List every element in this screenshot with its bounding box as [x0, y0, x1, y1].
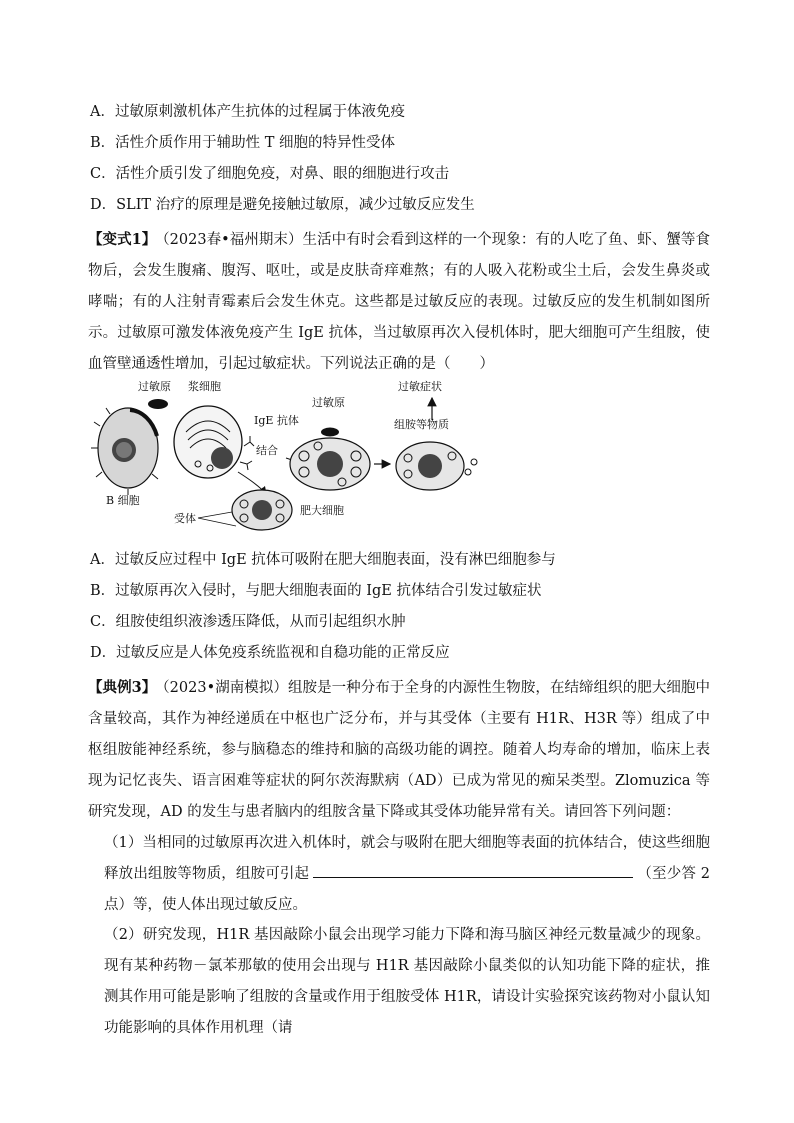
mast-cell-sensitized — [290, 438, 370, 490]
label-plasma-cell: 浆细胞 — [188, 380, 221, 393]
example3-stem — [88, 672, 710, 828]
example3-q2: （2）研究发现，H1R 基因敲除小鼠会出现学习能力下降和海马脑区神经元数量减少的现象。现有某种药物－氯苯那敏的使用会出现与 H1R 基因敲除小鼠类似的认知功能下降的症状，推测其作用可能是影响了组胺的含量或作用于组胺受体 H1R，请设计实验探究该药物对小鼠认知功能影响的具体作用机理（请 — [104, 927, 710, 1036]
example3-source: （2023•湖南模拟） — [162, 680, 288, 696]
label-receptor: 受体 — [174, 512, 196, 525]
example3-q1 — [104, 828, 710, 921]
prev-option-d: D．SLIT 治疗的原理是避免接触过敏原，减少过敏反应发生 — [90, 197, 475, 213]
answer-blank[interactable] — [313, 861, 633, 878]
example3-q1-after: （至少答 2 点）等，使人体出现过敏反应。 — [104, 866, 710, 913]
example3-q1-before: （1）当相同的过敏原再次进入机体时，就会与吸附在肥大细胞等表面的抗体结合，使这些细胞释放出组胺等物质，组胺可引起 — [104, 835, 710, 882]
allergen-shape-1 — [148, 399, 168, 409]
variant1-option-d: D．过敏反应是人体免疫系统监视和自稳功能的正常反应 — [90, 645, 450, 661]
label-b-cell: B 细胞 — [106, 494, 140, 507]
variant1-option-c: C．组胺使组织液渗透压降低，从而引起组织水肿 — [90, 614, 406, 630]
mast-cell-degranulating — [396, 442, 477, 490]
variant1-stem-text: 生活中有时会看到这样的一个现象：有的人吃了鱼、虾、蟹等食物后，会发生腹痛、腹泻、呕吐，或是皮肤奇痒难熬；有的人吸入花粉或尘土后，会发生鼻炎或哮喘；有的人注射青霉素后会发生休克。这些都是过敏反应的表现。过敏反应的发生机制如图所示。过敏原可激发体液免疫产生 IgE 抗体，当过敏原再次入侵机体时，肥大细胞可产生组胺，使血管壁通透性增加，引起过敏症状。下列说法正确的是（ ） — [88, 232, 710, 372]
allergen-shape-2 — [321, 428, 339, 437]
variant1-stem — [88, 224, 710, 380]
prev-option-a: A．过敏原刺激机体产生抗体的过程属于体液免疫 — [90, 104, 405, 120]
variant1-option-b: B．过敏原再次入侵时，与肥大细胞表面的 IgE 抗体结合引发过敏症状 — [90, 583, 542, 599]
label-allergen-2: 过敏原 — [312, 396, 345, 409]
example3-stem-text: 组胺是一种分布于全身的内源性生物胺，在结缔组织的肥大细胞中含量较高，其作为神经递质在中枢也广泛分布，并与其受体（主要有 H1R、H3R 等）组成了中枢组胺能神经系统，参与脑稳态的维持和脑的高级功能的调控。随着人均寿命的增加，临床上表现为记忆丧失、语言困难等症状的阿尔茨海默病（AD）已成为常见的痴呆类型。Zlomuzica 等研究发现，AD 的发生与患者脑内的组胺含量下降或其受体功能异常有关。请回答下列问题： — [88, 680, 710, 820]
example3-tag: 【典例3】 — [88, 679, 157, 696]
allergy-mechanism-figure — [90, 376, 490, 536]
variant1-source: （2023春•福州期末） — [162, 232, 303, 248]
b-cell — [91, 408, 158, 495]
plasma-cell — [174, 406, 242, 478]
label-mast-cell: 肥大细胞 — [300, 504, 344, 517]
label-symptom: 过敏症状 — [398, 380, 442, 393]
label-allergen-1: 过敏原 — [138, 380, 171, 393]
variant1-tag: 【变式1】 — [88, 231, 157, 248]
prev-option-c: C．活性介质引发了细胞免疫，对鼻、眼的细胞进行攻击 — [90, 166, 450, 182]
variant1-option-a: A．过敏反应过程中 IgE 抗体可吸附在肥大细胞表面，没有淋巴细胞参与 — [90, 552, 556, 568]
label-histamine: 组胺等物质 — [394, 418, 449, 431]
mast-cell-lower — [232, 490, 292, 530]
prev-option-b: B．活性介质作用于辅助性 T 细胞的特异性受体 — [90, 135, 396, 151]
label-bind: 结合 — [256, 444, 278, 457]
label-ige: IgE 抗体 — [254, 414, 299, 427]
